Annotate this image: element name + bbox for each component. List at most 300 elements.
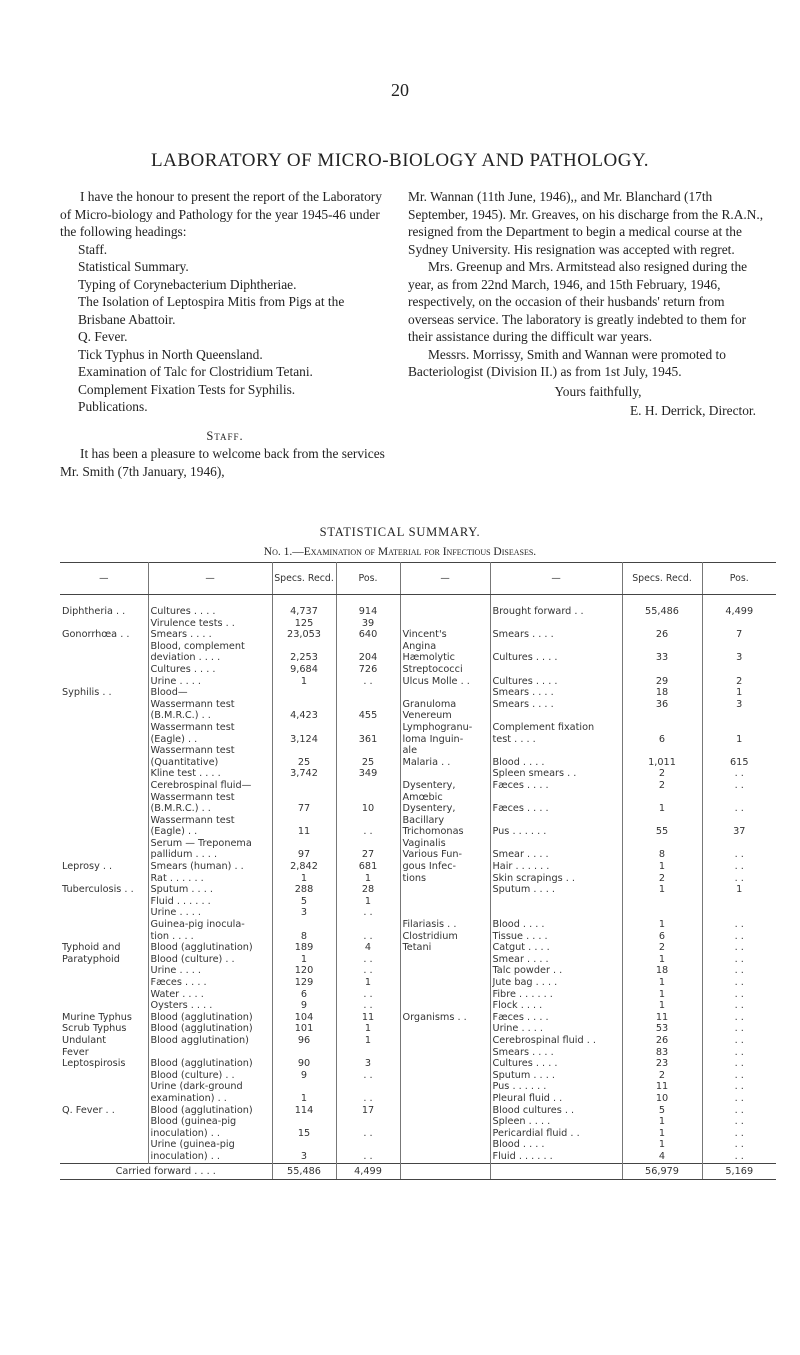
- pos-cell-right: [702, 907, 776, 919]
- table-row: [60, 652, 776, 664]
- disease-cell: [60, 803, 148, 815]
- pos-cell-right: . .: [734, 1081, 744, 1093]
- specs-cell-right: 1: [622, 1139, 702, 1151]
- material-cell-right: Urine . . . .: [490, 1023, 622, 1035]
- disease-cell-right: gous Infec-: [400, 861, 490, 873]
- disease-cell: [60, 931, 148, 943]
- specs-cell: 129: [272, 977, 336, 989]
- table-row: [60, 873, 776, 885]
- table-row: [60, 641, 776, 653]
- disease-cell-right: [400, 1116, 490, 1128]
- material-cell: pallidum . . . .: [148, 849, 272, 861]
- table-row: [60, 745, 776, 757]
- specs-cell-right: [622, 896, 702, 908]
- footer-right-specs: 56,979: [622, 1163, 702, 1180]
- staff-paragraph: It has been a pleasure to welcome back from the services Mr. Smith (7th January, 1946),: [60, 446, 385, 479]
- material-cell: Urine . . . .: [148, 907, 272, 919]
- table-row: [60, 1128, 776, 1140]
- pos-cell-right: 7: [736, 629, 743, 641]
- specs-cell-right: 55: [622, 826, 702, 838]
- pos-cell-right: [702, 792, 776, 804]
- specs-cell: 114: [272, 1105, 336, 1117]
- material-cell-right: Jute bag . . . .: [490, 977, 622, 989]
- disease-cell-right: Tetani: [400, 942, 490, 954]
- statistics-table: [60, 562, 776, 1180]
- material-cell: (Eagle) . .: [148, 826, 272, 838]
- table-row: [60, 1023, 776, 1035]
- disease-cell-right: [400, 1023, 490, 1035]
- disease-cell: [60, 1139, 148, 1151]
- table-row: [60, 896, 776, 908]
- pos-cell: 914: [336, 595, 400, 618]
- table-row: [60, 931, 776, 943]
- footer-right-pos: 5,169: [702, 1163, 776, 1180]
- disease-cell-right: [400, 896, 490, 908]
- disease-cell: [60, 838, 148, 850]
- material-cell-right: Smears . . . .: [490, 699, 622, 711]
- disease-cell: [60, 722, 148, 734]
- material-cell: Guinea-pig inocula-: [148, 919, 272, 931]
- disease-cell-right: Vincent's: [400, 629, 490, 641]
- page-number: 20: [391, 80, 409, 100]
- table-row: [60, 884, 776, 896]
- table-row: [60, 815, 776, 827]
- pos-cell-right: [702, 641, 776, 653]
- specs-cell: [272, 780, 336, 792]
- table-row: [60, 618, 776, 630]
- specs-cell-right: [622, 792, 702, 804]
- specs-cell-right: 1: [622, 919, 702, 931]
- table-row: [60, 664, 776, 676]
- pos-cell-right: . .: [734, 965, 744, 977]
- disease-cell-right: [400, 595, 490, 618]
- pos-cell: 17: [336, 1105, 400, 1117]
- material-cell: (Eagle) . .: [148, 734, 272, 746]
- specs-cell: [272, 1139, 336, 1151]
- disease-cell-right: [400, 1081, 490, 1093]
- table-row: [60, 1035, 776, 1047]
- pos-cell-right: 3: [736, 698, 743, 710]
- disease-cell-right: [400, 1035, 490, 1047]
- table-row: [60, 1012, 776, 1024]
- material-cell: Blood, complement: [148, 641, 272, 653]
- disease-cell: [60, 676, 148, 688]
- specs-cell-right: 1: [622, 803, 702, 815]
- disease-cell: Leprosy . .: [60, 861, 148, 873]
- material-cell-right: Blood cultures . .: [490, 1105, 622, 1117]
- table-row: [60, 629, 776, 641]
- disease-cell: [60, 792, 148, 804]
- intro-paragraph: I have the honour to present the report of the Laboratory of Micro-biology and Pathology for the year 1945-46 under the following headings:: [60, 189, 382, 239]
- material-cell: Sputum . . . .: [148, 884, 272, 896]
- table-row: [60, 849, 776, 861]
- material-cell-right: Catgut . . . .: [490, 942, 622, 954]
- table-row: [60, 687, 776, 699]
- table-row: [60, 1093, 776, 1105]
- pos-cell: 28: [336, 884, 400, 896]
- disease-cell: [60, 849, 148, 861]
- material-cell: Cultures . . . .: [148, 664, 272, 676]
- material-cell-right: Hair . . . . . .: [490, 861, 622, 873]
- footer-blank: [400, 1163, 490, 1180]
- material-cell: examination) . .: [148, 1093, 272, 1105]
- material-cell-right: Brought forward . .: [490, 595, 622, 618]
- material-cell-right: Blood . . . .: [490, 919, 622, 931]
- pos-cell-right: . .: [734, 988, 744, 1000]
- heading-item: Staff.: [78, 241, 108, 257]
- table-row: [60, 734, 776, 746]
- disease-cell-right: [400, 884, 490, 896]
- disease-cell-right: Dysentery,: [400, 780, 490, 792]
- specs-cell: [272, 1047, 336, 1059]
- specs-cell: 6: [272, 989, 336, 1001]
- pos-cell-right: [702, 838, 776, 850]
- material-cell-right: Skin scrapings . .: [490, 873, 622, 885]
- specs-cell-right: 33: [622, 652, 702, 664]
- material-cell: (Quantitative): [148, 757, 272, 769]
- disease-cell: [60, 1116, 148, 1128]
- material-cell: Kline test . . . .: [148, 768, 272, 780]
- specs-cell-right: 36: [622, 699, 702, 711]
- disease-cell: [60, 919, 148, 931]
- specs-cell: 4,737: [272, 595, 336, 618]
- specs-cell: 2,253: [272, 652, 336, 664]
- material-cell-right: Tissue . . . .: [490, 931, 622, 943]
- specs-cell: 9,684: [272, 664, 336, 676]
- specs-cell-right: 18: [622, 965, 702, 977]
- pos-cell: [336, 1081, 400, 1093]
- pos-cell-right: . .: [734, 1058, 744, 1070]
- specs-cell-right: 2: [622, 780, 702, 792]
- specs-cell: 5: [272, 896, 336, 908]
- pos-cell: 640: [336, 629, 400, 641]
- pos-cell: [336, 780, 400, 792]
- disease-cell-right: [400, 1105, 490, 1117]
- pos-cell-right: . .: [734, 1127, 744, 1139]
- specs-cell-right: 83: [622, 1047, 702, 1059]
- pos-cell: 349: [336, 768, 400, 780]
- material-cell: Wassermann test: [148, 745, 272, 757]
- disease-cell: [60, 734, 148, 746]
- disease-cell-right: Malaria . .: [400, 757, 490, 769]
- promotion-paragraph: Messrs. Morrissy, Smith and Wannan were promoted to Bacteriologist (Division II.) as from 1st July, 1945.: [408, 346, 726, 379]
- specs-cell: 1: [272, 873, 336, 885]
- specs-cell: [272, 687, 336, 699]
- pos-cell-right: . .: [734, 768, 744, 780]
- pos-cell: [336, 815, 400, 827]
- material-cell: Blood (agglutination): [148, 1023, 272, 1035]
- pos-cell: [336, 1116, 400, 1128]
- pos-cell: . .: [336, 965, 400, 977]
- heading-item: Q. Fever.: [78, 329, 128, 344]
- material-cell-right: Pericardial fluid . .: [490, 1128, 622, 1140]
- pos-cell-right: . .: [734, 1000, 744, 1012]
- table-row: [60, 1070, 776, 1082]
- material-cell-right: Pus . . . . . .: [490, 1081, 622, 1093]
- table-row: [60, 1000, 776, 1012]
- specs-cell-right: 26: [622, 629, 702, 641]
- material-cell: tion . . . .: [148, 931, 272, 943]
- disease-cell: Murine Typhus: [60, 1012, 148, 1024]
- pos-cell-right: . .: [734, 1150, 744, 1162]
- left-column: [60, 188, 390, 480]
- material-cell: Wassermann test: [148, 792, 272, 804]
- specs-cell-right: 11: [622, 1081, 702, 1093]
- material-cell: Oysters . . . .: [148, 1000, 272, 1012]
- specs-cell: [272, 699, 336, 711]
- table-header-row: [60, 563, 776, 595]
- disease-cell: [60, 815, 148, 827]
- specs-cell-right: [622, 618, 702, 630]
- disease-cell: [60, 965, 148, 977]
- pos-cell: 11: [336, 1012, 400, 1024]
- pos-cell-right: . .: [734, 1046, 744, 1058]
- specs-cell-right: 1: [622, 884, 702, 896]
- disease-cell-right: [400, 989, 490, 1001]
- table-row: [60, 676, 776, 688]
- material-cell-right: [490, 745, 622, 757]
- disease-cell: Gonorrhœa . .: [60, 629, 148, 641]
- specs-cell: [272, 1081, 336, 1093]
- specs-cell: 1: [272, 954, 336, 966]
- footer-left-specs: 55,486: [272, 1163, 336, 1180]
- resignation-paragraph: Mrs. Greenup and Mrs. Armitstead also resigned during the year, as from 22nd March, 1946, and 15th February, 1946, respectively, on the occasion of their husbands' return from overseas service. The laboratory is greatly indebted to them for their assistance during the difficult war years.: [408, 259, 748, 344]
- disease-cell-right: Dysentery,: [400, 803, 490, 815]
- specs-cell: 90: [272, 1058, 336, 1070]
- table-row: [60, 1116, 776, 1128]
- table-row: [60, 907, 776, 919]
- pos-cell: 10: [336, 803, 400, 815]
- table-row: [60, 699, 776, 711]
- specs-cell-right: 26: [622, 1035, 702, 1047]
- material-cell: Blood agglutination): [148, 1035, 272, 1047]
- specs-cell: 3,742: [272, 768, 336, 780]
- header-specs-recd-right: Specs. Recd.: [622, 563, 702, 595]
- specs-cell: 189: [272, 942, 336, 954]
- disease-cell-right: [400, 1047, 490, 1059]
- material-cell-right: [490, 710, 622, 722]
- disease-cell-right: [400, 907, 490, 919]
- heading-item: Typing of Corynebacterium Diphtheriae.: [78, 276, 297, 292]
- material-cell: Water . . . .: [148, 989, 272, 1001]
- material-cell: Serum — Treponema: [148, 838, 272, 850]
- pos-cell: . .: [336, 931, 400, 943]
- heading-item: Tick Typhus in North Queensland.: [78, 346, 263, 362]
- disease-cell-right: loma Inguin-: [400, 734, 490, 746]
- specs-cell: 101: [272, 1023, 336, 1035]
- header-disease-right: —: [400, 563, 490, 595]
- pos-cell: 25: [336, 757, 400, 769]
- specs-cell: 11: [272, 826, 336, 838]
- pos-cell-right: . .: [734, 1034, 744, 1046]
- disease-cell-right: Angina: [400, 641, 490, 653]
- material-cell: Cultures . . . .: [148, 595, 272, 618]
- heading-item: Complement Fixation Tests for Syphilis.: [78, 381, 296, 397]
- disease-cell: [60, 710, 148, 722]
- specs-cell-right: 18: [622, 687, 702, 699]
- disease-cell-right: [400, 977, 490, 989]
- disease-cell: [60, 977, 148, 989]
- pos-cell-right: 1: [736, 884, 743, 896]
- disease-cell: [60, 664, 148, 676]
- pos-cell-right: . .: [734, 953, 744, 965]
- header-material: —: [148, 563, 272, 595]
- specs-cell-right: 1: [622, 954, 702, 966]
- pos-cell-right: . .: [734, 849, 744, 861]
- material-cell-right: [490, 792, 622, 804]
- table-row: [60, 838, 776, 850]
- pos-cell: . .: [336, 989, 400, 1001]
- pos-cell: [336, 919, 400, 931]
- pos-cell-right: 37: [733, 826, 746, 838]
- pos-cell-right: . .: [734, 1116, 744, 1128]
- material-cell: (B.M.R.C.) . .: [148, 803, 272, 815]
- closing: Yours faithfully,: [554, 383, 642, 399]
- disease-cell-right: Various Fun-: [400, 849, 490, 861]
- disease-cell-right: [400, 1151, 490, 1163]
- specs-cell-right: [622, 838, 702, 850]
- material-cell: Wassermann test: [148, 699, 272, 711]
- specs-cell: 77: [272, 803, 336, 815]
- specs-cell: 4,423: [272, 710, 336, 722]
- disease-cell: [60, 1151, 148, 1163]
- pos-cell-right: . .: [734, 930, 744, 942]
- pos-cell-right: 1: [736, 687, 743, 699]
- pos-cell: . .: [336, 1000, 400, 1012]
- disease-cell: [60, 873, 148, 885]
- table-body: [60, 595, 776, 1164]
- disease-cell-right: Ulcus Molle . .: [400, 676, 490, 688]
- table-row: [60, 757, 776, 769]
- pos-cell: 726: [336, 664, 400, 676]
- material-cell-right: Blood . . . .: [490, 757, 622, 769]
- carried-forward-label: Carried forward . . . .: [60, 1163, 272, 1180]
- specs-cell: 3: [272, 907, 336, 919]
- disease-cell-right: Amœbic: [400, 792, 490, 804]
- material-cell: Blood (culture) . .: [148, 954, 272, 966]
- specs-cell: [272, 745, 336, 757]
- specs-cell: 1: [272, 1093, 336, 1105]
- material-cell: Rat . . . . . .: [148, 873, 272, 885]
- material-cell: Urine (guinea-pig: [148, 1139, 272, 1151]
- disease-cell: [60, 826, 148, 838]
- material-cell-right: Spleen smears . .: [490, 768, 622, 780]
- pos-cell-right: . .: [734, 1139, 744, 1151]
- specs-cell-right: 55,486: [622, 595, 702, 618]
- specs-cell-right: 1: [622, 1128, 702, 1140]
- pos-cell: 1: [336, 896, 400, 908]
- material-cell: Blood (agglutination): [148, 1105, 272, 1117]
- pos-cell-right: . .: [734, 779, 744, 791]
- specs-cell: 97: [272, 849, 336, 861]
- material-cell-right: [490, 838, 622, 850]
- disease-cell-right: ale: [400, 745, 490, 757]
- material-cell-right: Complement fixation: [490, 722, 622, 734]
- pos-cell-right: [702, 618, 776, 630]
- specs-cell-right: [622, 722, 702, 734]
- material-cell-right: test . . . .: [490, 734, 622, 746]
- material-cell-right: Smears . . . .: [490, 1047, 622, 1059]
- disease-cell: [60, 757, 148, 769]
- table-footer-row: [60, 1163, 776, 1180]
- material-cell: Fæces . . . .: [148, 977, 272, 989]
- pos-cell: . .: [336, 826, 400, 838]
- pos-cell-right: . .: [734, 1069, 744, 1081]
- disease-cell-right: [400, 618, 490, 630]
- pos-cell-right: . .: [734, 861, 744, 873]
- specs-cell-right: [622, 745, 702, 757]
- material-cell-right: Cultures . . . .: [490, 652, 622, 664]
- material-cell-right: [490, 907, 622, 919]
- disease-cell-right: [400, 687, 490, 699]
- specs-cell-right: 10: [622, 1093, 702, 1105]
- pos-cell-right: . .: [734, 919, 744, 931]
- specs-cell-right: 1: [622, 989, 702, 1001]
- material-cell: Fluid . . . . . .: [148, 896, 272, 908]
- specs-cell: 3: [272, 1151, 336, 1163]
- disease-cell: [60, 1070, 148, 1082]
- disease-cell-right: [400, 1093, 490, 1105]
- disease-cell: Undulant: [60, 1035, 148, 1047]
- material-cell-right: [490, 664, 622, 676]
- material-cell-right: Smears . . . .: [490, 687, 622, 699]
- specs-cell: 9: [272, 1000, 336, 1012]
- right-column: [408, 188, 768, 420]
- pos-cell: 1: [336, 977, 400, 989]
- specs-cell-right: [622, 664, 702, 676]
- material-cell-right: Talc powder . .: [490, 965, 622, 977]
- material-cell-right: Cultures . . . .: [490, 1058, 622, 1070]
- page-title: LABORATORY OF MICRO-BIOLOGY AND PATHOLOGY.: [151, 150, 649, 171]
- pos-cell: . .: [336, 676, 400, 688]
- specs-cell-right: 1: [622, 977, 702, 989]
- pos-cell: . .: [336, 954, 400, 966]
- heading-item: The Isolation of Leptospira Mitis from Pigs at the Brisbane Abattoir.: [78, 294, 345, 327]
- heading-item: Statistical Summary.: [78, 259, 189, 274]
- pos-cell: 4: [336, 942, 400, 954]
- specs-cell: [272, 792, 336, 804]
- disease-cell: Tuberculosis . .: [60, 884, 148, 896]
- material-cell-right: Blood . . . .: [490, 1139, 622, 1151]
- specs-cell: 96: [272, 1035, 336, 1047]
- table-row: [60, 792, 776, 804]
- pos-cell-right: . .: [734, 1092, 744, 1104]
- specs-cell-right: 6: [622, 734, 702, 746]
- disease-cell-right: Organisms . .: [400, 1012, 490, 1024]
- specs-cell-right: [622, 710, 702, 722]
- material-cell-right: [490, 641, 622, 653]
- table-row: [60, 965, 776, 977]
- pos-cell-right: 2: [736, 675, 743, 687]
- material-cell-right: Smear . . . .: [490, 849, 622, 861]
- material-cell-right: Pleural fluid . .: [490, 1093, 622, 1105]
- disease-cell-right: Trichomonas: [400, 826, 490, 838]
- disease-cell-right: [400, 1058, 490, 1070]
- disease-cell-right: [400, 954, 490, 966]
- specs-cell-right: 8: [622, 849, 702, 861]
- footer-blank: [490, 1163, 622, 1180]
- material-cell: Blood—: [148, 687, 272, 699]
- specs-cell-right: 2: [622, 942, 702, 954]
- table-row: [60, 826, 776, 838]
- material-cell-right: Pus . . . . . .: [490, 826, 622, 838]
- specs-cell-right: 1,011: [622, 757, 702, 769]
- specs-cell: 9: [272, 1070, 336, 1082]
- pos-cell: 3: [336, 1058, 400, 1070]
- disease-cell-right: [400, 1070, 490, 1082]
- material-cell: Blood (agglutination): [148, 1012, 272, 1024]
- disease-cell-right: [400, 768, 490, 780]
